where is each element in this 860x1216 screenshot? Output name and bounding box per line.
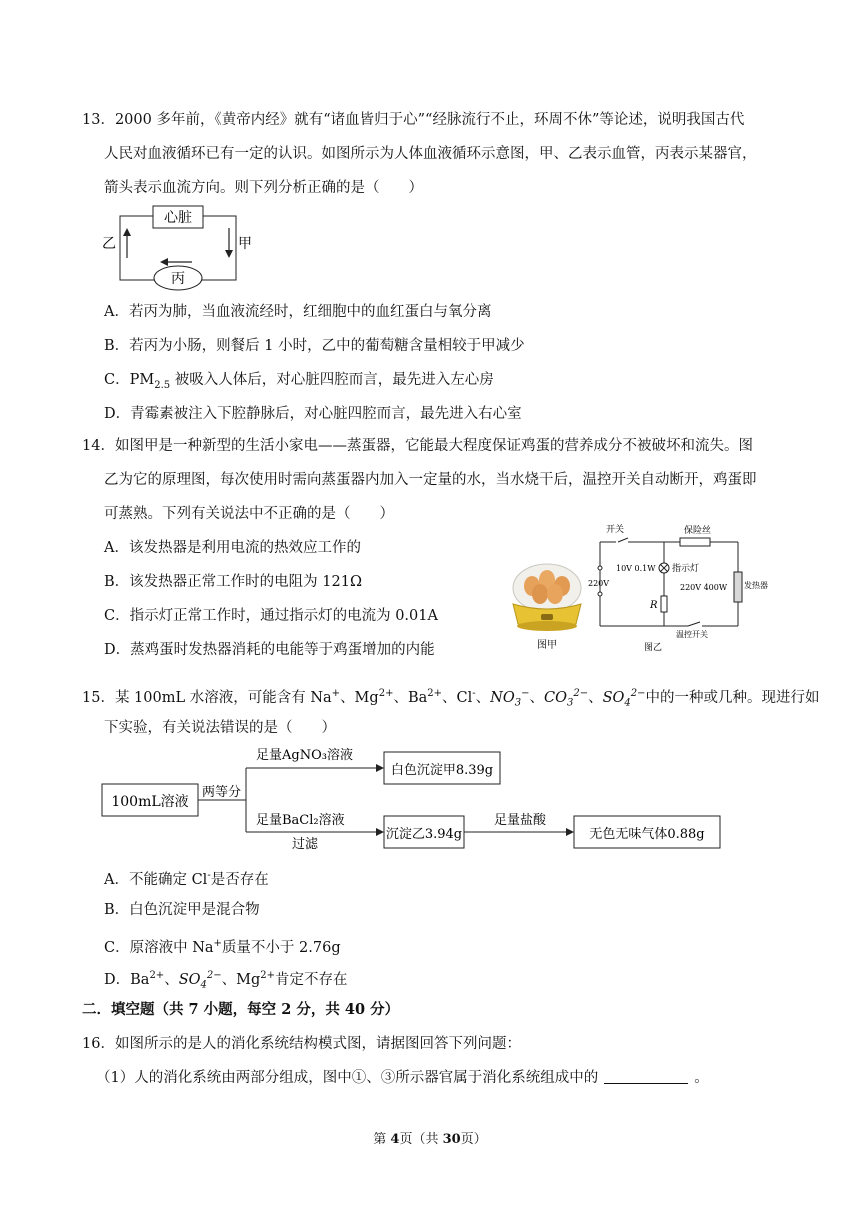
heater-rating-label: 220V 400W bbox=[680, 583, 728, 592]
resistor-label: R bbox=[650, 600, 658, 611]
vessel-left-label: 乙 bbox=[102, 236, 116, 252]
q15-stem-line1: 15．某 100mL 水溶液，可能含有 Na+、$Mg^{2+}$、$Ba^{2+}$、Cl-、$NO_3^-$、$CO_3^{2-}$、$SO_4^{2-}$中的一种或几种。现进行如 bbox=[82, 688, 820, 709]
lamp-label: 指示灯 bbox=[672, 564, 700, 574]
steamer-circuit-diagram bbox=[588, 522, 768, 654]
fig-a-caption: 图甲 bbox=[537, 640, 557, 651]
q15-stem-line2: 下实验，有关说法错误的是（ ） bbox=[104, 720, 336, 736]
fuse-label: 保险丝 bbox=[684, 526, 712, 536]
q13-circulation-diagram bbox=[96, 200, 256, 296]
thermo-switch-icon bbox=[688, 622, 700, 626]
q13-stem-line1: 13．2000 多年前，《黄帝内经》就有“诸血皆归于心”“经脉流行不止，环周不休”等论述，说明我国古代 bbox=[82, 112, 745, 128]
q16-stem-line1: 16．如图所示的是人的消化系统结构模式图，请据图回答下列问题： bbox=[82, 1036, 521, 1052]
thermo-switch-label: 温控开关 bbox=[676, 630, 708, 639]
lamp-rating-label: 10V 0.1W bbox=[616, 564, 656, 573]
split-label: 两等分 bbox=[202, 785, 242, 800]
q14-option-d: D．蒸鸡蛋时发热器消耗的电能等于鸡蛋增加的内能 bbox=[104, 642, 435, 658]
q16-subquestion-1: （1）人的消化系统由两部分组成，图中①、③所示器官属于消化系统组成中的 。 bbox=[96, 1070, 709, 1086]
organ-label: 丙 bbox=[171, 271, 185, 287]
section-heading: 二．填空题（共 7 小题，每空 2 分，共 40 分） bbox=[82, 1001, 400, 1018]
vessel-right-label: 甲 bbox=[238, 236, 252, 252]
bottom-reagent-label: 足量BaCl₂溶液 bbox=[256, 813, 345, 828]
answer-blank[interactable] bbox=[604, 1069, 688, 1084]
top-result-label: 白色沉淀甲8.39g bbox=[390, 763, 494, 778]
resistor-icon bbox=[661, 596, 667, 612]
heart-label: 心脏 bbox=[164, 210, 192, 226]
bottom-result-label: 沉淀乙3.94g bbox=[385, 827, 463, 842]
q13-option-b: B．若丙为小肠，则餐后 1 小时，乙中的葡萄糖含量相较于甲减少 bbox=[104, 338, 525, 354]
q13-option-c: C．$PM_{2.5}$ 被吸入人体后，对心脏四腔而言，最先进入左心房 bbox=[104, 372, 494, 391]
q14-stem-line1: 14．如图甲是一种新型的生活小家电——蒸蛋器，它能最大程度保证鸡蛋的营养成分不被破坏和流失。图 bbox=[82, 438, 753, 454]
q14-option-c: C．指示灯正常工作时，通过指示灯的电流为 0.01A bbox=[104, 608, 438, 624]
q15-flowchart bbox=[96, 738, 736, 864]
q13-option-a: A．若丙为肺，当血液流经时，红细胞中的血红蛋白与氧分离 bbox=[104, 304, 492, 320]
fuse-icon bbox=[680, 538, 710, 546]
heater-icon bbox=[734, 572, 742, 602]
q15-option-b: B．白色沉淀甲是混合物 bbox=[104, 902, 260, 918]
filter-label: 过滤 bbox=[292, 837, 319, 852]
q14-stem-line2: 乙为它的原理图，每次使用时需向蒸蛋器内加入一定量的水，当水烧干后，温控开关自动断开，鸡蛋即 bbox=[104, 472, 757, 488]
q15-option-d: D．$Ba^{2+}$、$SO_4^{2-}$、$Mg^{2+}$肯定不存在 bbox=[104, 970, 348, 991]
q14-option-a: A．该发热器是利用电流的热效应工作的 bbox=[104, 540, 361, 556]
q15-option-c: C．原溶液中 Na+质量不小于 2.76g bbox=[104, 938, 341, 956]
heater-label: 发热器 bbox=[744, 581, 768, 590]
acid-label: 足量盐酸 bbox=[494, 813, 547, 828]
q13-stem-line3: 箭头表示血流方向。则下列分析正确的是（ ） bbox=[104, 180, 423, 196]
fig-b-caption: 图乙 bbox=[644, 643, 663, 653]
switch-icon bbox=[618, 538, 628, 542]
egg-steamer-image bbox=[504, 552, 590, 652]
q14-option-b: B．该发热器正常工作时的电阻为 121Ω bbox=[104, 574, 362, 590]
q13-stem-line2: 人民对血液循环已有一定的认识。如图所示为人体血液循环示意图，甲、乙表示血管，丙表示某器官， bbox=[104, 146, 757, 162]
gas-result-label: 无色无味气体0.88g bbox=[589, 827, 705, 842]
page-footer: 第 4页（共 30页） bbox=[373, 1132, 487, 1147]
top-reagent-label: 足量AgNO₃溶液 bbox=[256, 748, 353, 763]
start-label: 100mL溶液 bbox=[111, 794, 189, 810]
supply-voltage-label: 220V bbox=[588, 579, 610, 588]
q13-option-d: D．青霉素被注入下腔静脉后，对心脏四腔而言，最先进入右心室 bbox=[104, 406, 522, 422]
q15-option-a: A．不能确定 Cl-是否存在 bbox=[104, 870, 269, 888]
q14-stem-line3: 可蒸熟。下列有关说法中不正确的是（ ） bbox=[104, 506, 394, 522]
switch-label: 开关 bbox=[606, 525, 625, 535]
